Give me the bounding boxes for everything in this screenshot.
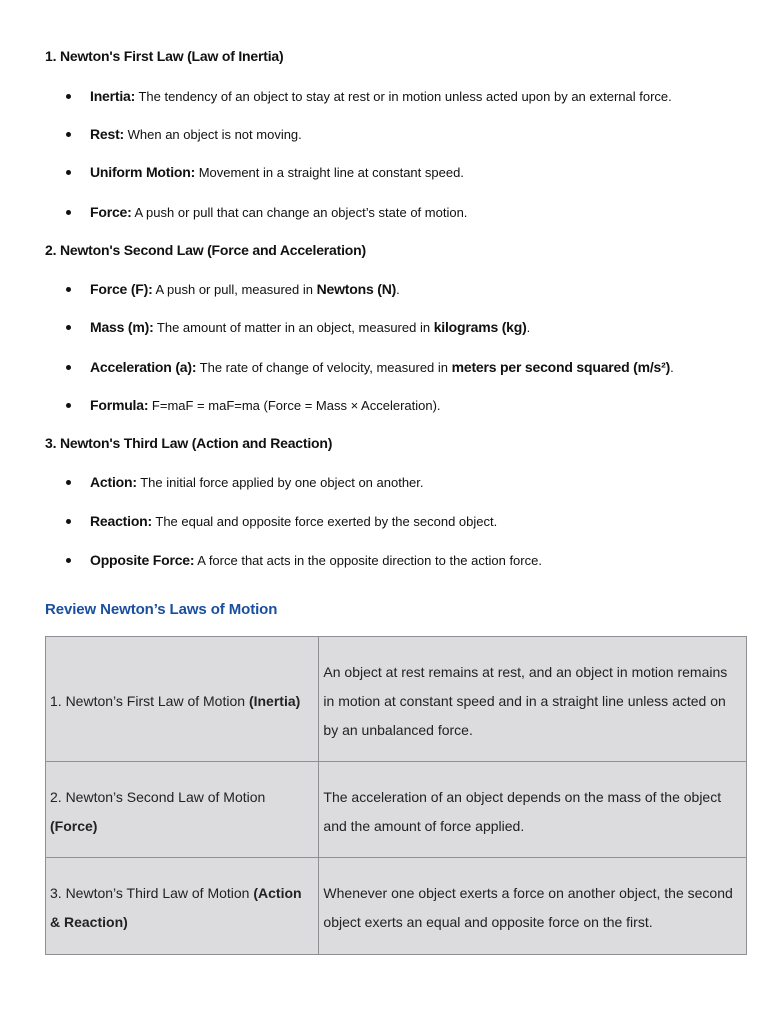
section-heading-first-law: 1. Newton's First Law (Law of Inertia) xyxy=(45,48,284,64)
list-item-reaction: Reaction: The equal and opposite force exerted by the second object. xyxy=(90,512,497,531)
law-description-cell: An object at rest remains at rest, and an object in motion remains in motion at constant speed and in a straight line unless acted on by an unbalanced force. xyxy=(319,637,747,762)
bullet-icon xyxy=(66,365,71,370)
list-item-acceleration: Acceleration (a): The rate of change of velocity, measured in meters per second squared (m/s²). xyxy=(90,358,674,377)
section-heading-third-law: 3. Newton's Third Law (Action and Reaction) xyxy=(45,435,333,451)
bullet-icon xyxy=(66,287,71,292)
review-heading: Review Newton’s Laws of Motion xyxy=(45,601,278,618)
bullet-icon xyxy=(66,403,71,408)
law-name-cell: 3. Newton’s Third Law of Motion (Action & Reaction) xyxy=(46,858,319,955)
list-item-force-f: Force (F): A push or pull, measured in Newtons (N). xyxy=(90,280,400,299)
bullet-icon xyxy=(66,558,71,563)
table-row xyxy=(46,858,747,955)
bullet-icon xyxy=(66,94,71,99)
list-item-formula: Formula: F=maF = maF=ma (Force = Mass × Acceleration). xyxy=(90,396,441,415)
bullet-icon xyxy=(66,132,71,137)
law-description-cell: The acceleration of an object depends on the mass of the object and the amount of force applied. xyxy=(319,762,747,858)
law-description-cell: Whenever one object exerts a force on another object, the second object exerts an equal and opposite force on the first. xyxy=(319,858,747,955)
list-item-action: Action: The initial force applied by one object on another. xyxy=(90,473,424,492)
bullet-icon xyxy=(66,170,71,175)
law-name-cell: 2. Newton’s Second Law of Motion (Force) xyxy=(46,762,319,858)
bullet-icon xyxy=(66,519,71,524)
review-table xyxy=(45,636,747,955)
list-item-mass: Mass (m): The amount of matter in an object, measured in kilograms (kg). xyxy=(90,318,530,337)
list-item-opposite-force: Opposite Force: A force that acts in the opposite direction to the action force. xyxy=(90,551,542,570)
law-name-cell: 1. Newton’s First Law of Motion (Inertia) xyxy=(46,637,319,762)
table-row xyxy=(46,637,747,762)
bullet-icon xyxy=(66,325,71,330)
list-item-force: Force: A push or pull that can change an object’s state of motion. xyxy=(90,203,467,222)
list-item-inertia: Inertia: The tendency of an object to stay at rest or in motion unless acted upon by an external force. xyxy=(90,87,672,106)
list-item-uniform-motion: Uniform Motion: Movement in a straight line at constant speed. xyxy=(90,163,464,182)
table-row xyxy=(46,762,747,858)
list-item-rest: Rest: When an object is not moving. xyxy=(90,125,302,144)
bullet-icon xyxy=(66,480,71,485)
section-heading-second-law: 2. Newton's Second Law (Force and Acceleration) xyxy=(45,242,366,258)
bullet-icon xyxy=(66,210,71,215)
